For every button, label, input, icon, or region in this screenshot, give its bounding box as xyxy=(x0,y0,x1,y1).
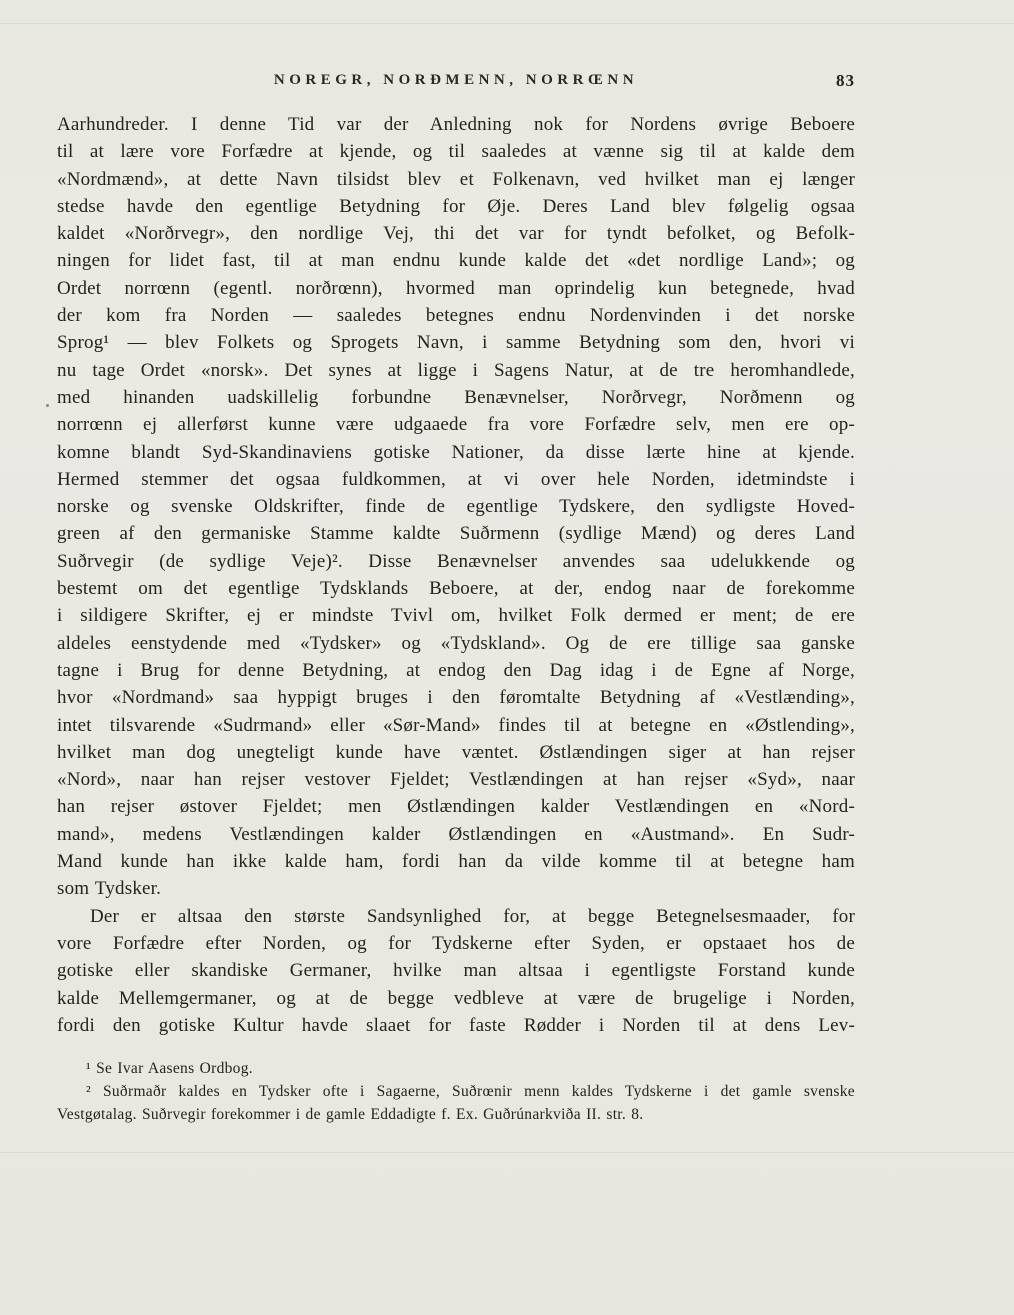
body-line: tagne i Brug for denne Betydning, at endog den Dag idag i de Egne af Norge, xyxy=(57,659,855,681)
scan-artifact-line xyxy=(0,1152,1014,1153)
body-line: stedse havde den egentlige Betydning for Øje. Deres Land blev følgelig ogsaa xyxy=(57,195,855,217)
body-line: nu tage Ordet «norsk». Det synes at ligge i Sagens Natur, at de tre heromhandlede, xyxy=(57,359,855,381)
body-line: kalde Mellemgermaner, og at de begge vedbleve at være de brugelige i Norden, xyxy=(57,987,855,1009)
page-number: 83 xyxy=(836,71,855,90)
body-line: vore Forfædre efter Norden, og for Tydskerne efter Syden, er opstaaet hos de xyxy=(57,932,855,954)
body-line: fordi den gotiske Kultur havde slaaet for faste Rødder i Norden til at dens Lev- xyxy=(57,1014,855,1036)
body-text xyxy=(57,111,855,1039)
body-line: med hinanden uadskillelig forbundne Benævnelser, Norðrvegr, Norðmenn og xyxy=(57,386,855,408)
running-header xyxy=(57,72,855,96)
body-line: Sprog¹ — blev Folkets og Sprogets Navn, i samme Betydning som den, hvori vi xyxy=(57,332,855,354)
body-line: Suðrvegir (de sydlige Veje)². Disse Benævnelser anvendes saa udelukkende og xyxy=(57,550,855,572)
body-line: hvor «Nordmand» saa hyppigt bruges i den føromtalte Betydning af «Vestlænding», xyxy=(57,687,855,709)
body-line: intet tilsvarende «Sudrmand» eller «Sør-Mand» findes til at betegne en «Østlending», xyxy=(57,714,855,736)
paragraph xyxy=(57,903,855,1039)
body-line: Mand kunde han ikke kalde ham, fordi han da vilde komme til at betegne ham xyxy=(57,851,855,873)
ink-speck xyxy=(46,404,49,407)
body-line: hvilket man dog unegteligt kunde have væntet. Østlændingen siger at han rejser xyxy=(57,741,855,763)
body-line: norrœnn ej allerførst kunne være udgaaede fra vore Forfædre selv, men ere op- xyxy=(57,414,855,436)
body-line: Hermed stemmer det ogsaa fuldkommen, at vi over hele Norden, idetmindste i xyxy=(57,468,855,490)
body-line: Der er altsaa den største Sandsynlighed for, at begge Betegnelsesmaader, for xyxy=(90,905,855,927)
paragraph xyxy=(57,111,855,903)
body-line: Ordet norrœnn (egentl. norðrœnn), hvormed man oprindelig kun betegnede, hvad xyxy=(57,277,855,299)
body-line: mand», medens Vestlændingen kalder Østlændingen en «Austmand». En Sudr- xyxy=(57,823,855,845)
body-line: gotiske eller skandiske Germaner, hvilke man altsaa i egentligste Forstand kunde xyxy=(57,960,855,982)
footnotes xyxy=(57,1057,855,1127)
body-line: kaldet «Norðrvegr», den nordlige Vej, thi det var for tyndt befolket, og Befolk- xyxy=(57,223,855,245)
body-line: aldeles eenstydende med «Tydsker» og «Tydskland». Og de ere tillige saa ganske xyxy=(57,632,855,654)
body-line: han rejser østover Fjeldet; men Østlændingen kalder Vestlændingen en «Nord- xyxy=(57,796,855,818)
body-line: til at lære vore Forfædre at kjende, og til saaledes at vænne sig til at kalde dem xyxy=(57,141,855,163)
body-line: «Nordmænd», at dette Navn tilsidst blev et Folkenavn, ved hvilket man ej længer xyxy=(57,168,855,190)
body-line: norske og svenske Oldskrifter, finde de egentlige Tydskere, den sydligste Hoved- xyxy=(57,496,855,518)
footnote-line: ² Suðrmaðr kaldes en Tydsker ofte i Sagaerne, Suðrœnir menn kaldes Tydskerne i det gamle svenske xyxy=(86,1083,855,1101)
body-line: ningen for lidet fast, til at man endnu kunde kalde det «det nordlige Land»; og xyxy=(57,250,855,272)
body-line: Aarhundreder. I denne Tid var der Anledning nok for Nordens øvrige Beboere xyxy=(57,114,855,135)
scan-artifact-line xyxy=(0,23,1014,24)
body-line: komne blandt Syd-Skandinaviens gotiske Nationer, da disse lærte hine at kjende. xyxy=(57,441,855,463)
body-line: som Tydsker. xyxy=(57,878,162,900)
body-line: der kom fra Norden — saaledes betegnes endnu Nordenvinden i det norske xyxy=(57,305,855,327)
body-line: bestemt om det egentlige Tydsklands Beboere, at der, endog naar de forekomme xyxy=(57,578,855,600)
footnote-line: ¹ Se Ivar Aasens Ordbog. xyxy=(86,1060,253,1077)
body-line: i sildigere Skrifter, ej er mindste Tvivl om, hvilket Folk dermed er ment; de ere xyxy=(57,605,855,627)
page-header-title: NOREGR, NORÐMENN, NORRŒNN xyxy=(273,72,639,88)
footnote-line: Vestgøtalag. Suðrvegir forekommer i de gamle Eddadigte f. Ex. Guðrúnarkviða II. str. 8. xyxy=(57,1106,644,1124)
body-line: green af den germaniske Stamme kaldte Suðrmenn (sydlige Mænd) og deres Land xyxy=(57,523,855,545)
body-line: «Nord», naar han rejser vestover Fjeldet; Vestlændingen at han rejser «Syd», naar xyxy=(57,769,855,791)
